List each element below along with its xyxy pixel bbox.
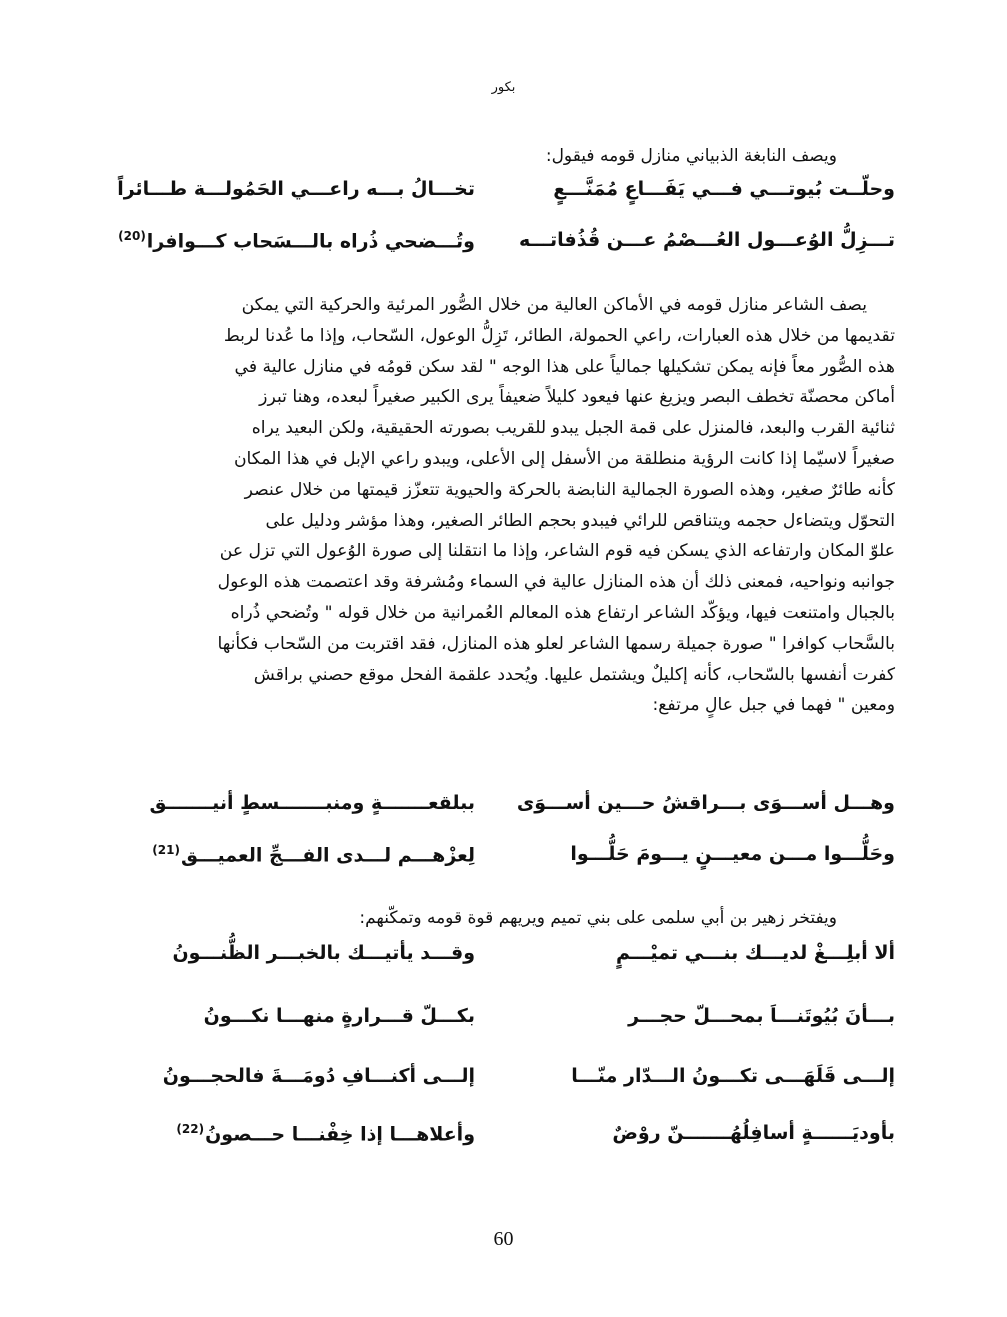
paragraph-line: ومعين " فهما في جبل عالٍ مرتفع:	[652, 695, 895, 716]
paragraph-line: ثنائية القرب والبعد، فالمنزل على قمة الجبل يبدو للقريب بصورته الحقيقية، ولكن البعيد يراه	[251, 418, 895, 439]
verse-second-text: تخـــالُ بـــه راعـــي الحَمُولـــة طـــائراً	[117, 178, 475, 200]
footnote-ref: (22)	[176, 1122, 205, 1136]
paragraph-line: بالسَّحاب كوافرا " صورة جميلة رسمها الشاعر لعلو هذه المنازل، فقد اقتربت من السّحاب فكأنها	[217, 633, 895, 654]
paragraph-line: صغيراً لاسيّما إذا كانت الرؤية منطلقة من الأسفل إلى الأعلى، ويبدو راعي الإبل في هذا المكان	[233, 448, 895, 469]
paragraph-line: يصف الشاعر منازل قومه في الأماكن العالية من خلال الصُّور المرئية والحركية التي يمكن	[241, 295, 867, 315]
verse-first-hemistich: وحَلُّـــوا مـــن معيـــنٍ يـــومَ حَلُّـــوا	[570, 843, 895, 865]
verse-line	[150, 942, 895, 976]
poem-intro-zuhair: ويفتخر زهير بن أبي سلمى على بني تميم ويريهم قوة قومه وتمكّنهم:	[359, 908, 837, 928]
verse-line	[150, 1122, 895, 1156]
paragraph-line: كأنه طائرٌ صغير، وهذه الصورة الجمالية النابضة بالحركة والحيوية تتعزّز قيمتها من خلال عنصر	[244, 479, 895, 500]
verse-first-hemistich: تـــزِلُّ الوُعـــول العُـــصْمُ عـــن قُذُفاتـــه	[519, 229, 895, 251]
verse-line	[150, 1065, 895, 1099]
paragraph-line: هذه الصُّور معاً فإنه يمكن تشكيلها جمالياً على هذا الوجه " لقد سكن قومُه في منازل عالية في	[234, 356, 895, 377]
verse-first-hemistich: وحلّــت بُيوتـــي فـــي يَفَـــاعٍ مُمَنَّـــعٍ	[553, 178, 895, 200]
verse-first-hemistich: بأوديَــــــةٍ أسافِلُهُـــــــنّ روْضٌ	[612, 1122, 895, 1144]
verse-second-hemistich	[176, 1122, 475, 1145]
verse-second-text: إلـــى أكنـــافِ دُومَـــةَ فالحجـــونُ	[162, 1065, 475, 1087]
footnote-ref: (20)	[118, 229, 146, 243]
footnote-ref: (21)	[152, 843, 180, 857]
paragraph-line: تقديمها من خلال هذه العبارات، راعي الحمولة، الطائر، تَزِلُّ الوعول، السّحاب، وإذا ما عُدنا لربط	[223, 325, 895, 346]
verse-line	[150, 1005, 895, 1039]
verse-second-hemistich	[118, 229, 475, 252]
verse-line	[150, 843, 895, 877]
verse-first-hemistich: وهـــل أســـوَى بـــراقشُ حـــين أســـوَى	[516, 792, 895, 814]
paragraph-line: كفرت أنفسها بالسّحاب، كأنه إكليلٌ ويشتمل عليها. ويُحدد علقمة الفحل موقع حصني براقش	[253, 664, 895, 685]
page-number: 60	[493, 1228, 514, 1250]
verse-second-text: ببلقعـــــــةٍ ومنبـــــــسطٍ أنيـــــــق	[149, 792, 475, 814]
paragraph-line: بالجبال وامتنعت فيها، ويؤكّد الشاعر ارتفاع هذه المعالم العُمرانية من خلال قوله " وتُضحي ذُراه	[230, 602, 895, 623]
paragraph-line: أماكن محصنّة تخطف البصر ويزيغ عنها فيعود كليلاً ضعيفاً يرى الكبير صغيراً لبعده، وهنا تبرز	[259, 387, 895, 408]
verse-second-hemistich	[150, 792, 475, 814]
verse-first-hemistich: إلـــى قَلَهَـــى تكـــونُ الـــدّار منّـــا	[571, 1065, 895, 1087]
paragraph-line: التحوّل ويتضاءل حجمه ويتناقص للرائي فيبدو بحجم الطائر الصغير، وهذا مؤشر ودليل على	[265, 510, 895, 531]
verse-second-text: وقـــد يأتيـــك بالخبـــر الظُّنـــونُ	[172, 942, 475, 964]
verse-line	[118, 229, 895, 263]
verse-line	[150, 792, 895, 826]
poem-intro-nabigha: ويصف النابغة الذبياني منازل قومه فيقول:	[545, 146, 837, 166]
body-paragraph	[150, 290, 895, 721]
verse-second-text: وتُـــضحي ذُراه بالـــسَحاب كـــوافرا	[146, 230, 475, 253]
paragraph-line: جوانبه ونواحيه، فمعنى ذلك أن هذه المنازل عالية في السماء ومُشرفة وقد اعتصمت هذه الوعول	[217, 572, 895, 593]
verse-first-hemistich: بـــأنَ بُيُوتَنـــاَ بمحـــلّ حجـــر	[628, 1005, 895, 1027]
verse-second-text: وأعلاهـــا إذا خِفْنـــا حـــصونُ	[205, 1123, 475, 1146]
verse-second-hemistich	[204, 1005, 475, 1027]
paragraph-line: علوّ المكان وارتفاعه الذي يسكن فيه قوم الشاعر، وإذا ما انتقلنا إلى صورة الوُعول التي تزل عن	[219, 541, 895, 562]
verse-first-hemistich: ألا أبلِـــغْ لديـــك بنـــي تميْـــمٍ	[615, 942, 895, 964]
verse-second-text: بكـــلّ قـــرارةٍ منهـــا نكـــونُ	[203, 1005, 475, 1027]
verse-second-hemistich	[172, 942, 475, 964]
verse-second-hemistich	[163, 1065, 475, 1087]
verse-second-hemistich	[152, 843, 475, 866]
verse-second-hemistich	[117, 178, 475, 200]
verse-line	[117, 178, 895, 212]
verse-second-text: لِعزْهـــم لـــدى الفـــجِّ العميـــق	[180, 844, 475, 867]
running-header: بكور	[491, 80, 516, 95]
